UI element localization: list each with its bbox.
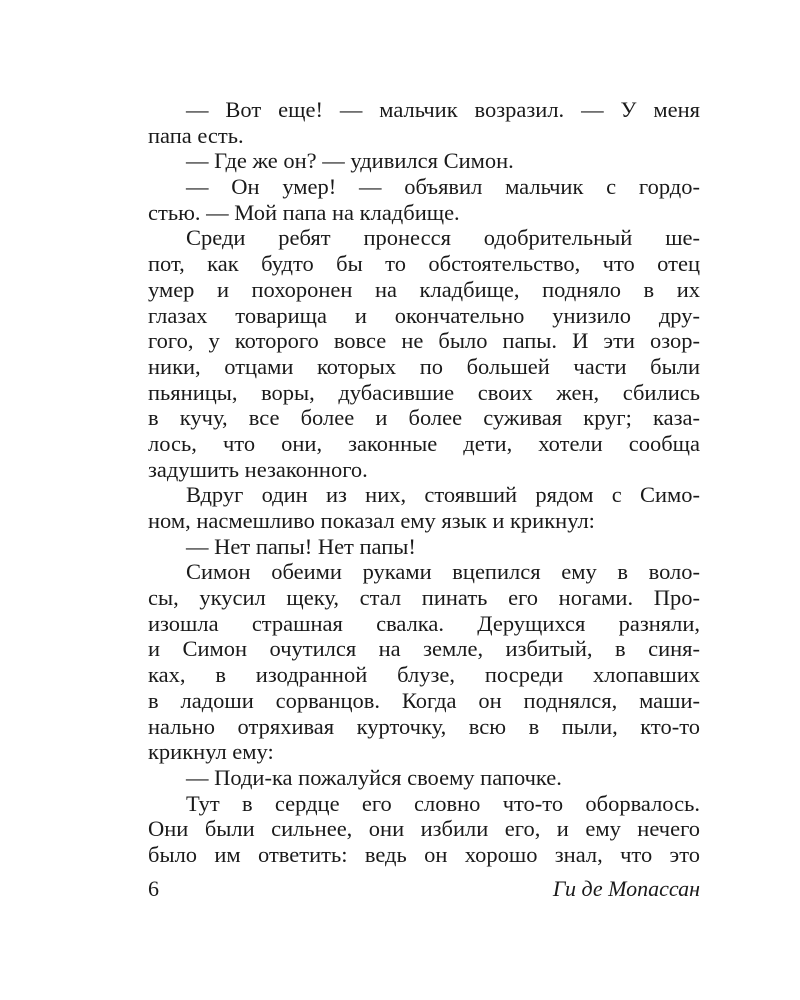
text-line: гого, у которого вовсе не было папы. И эти озор- bbox=[148, 328, 700, 354]
text-line: глазах товарища и окончательно унизило дру- bbox=[148, 302, 700, 328]
page-number: 6 bbox=[148, 876, 159, 901]
text-line: пот, как будто бы то обстоятельство, что отец bbox=[148, 251, 700, 277]
text-line: Вдруг один из них, стоявший рядом с Симо- bbox=[186, 482, 700, 508]
text-line: умер и похоронен на кладбище, подняло в их bbox=[148, 276, 700, 302]
text-line: в ладоши сорванцов. Когда он поднялся, маши- bbox=[148, 687, 700, 713]
text-line: — Вот еще! — мальчик возразил. — У меня bbox=[186, 97, 700, 122]
text-line: пьяницы, воры, дубасившие своих жен, сбились bbox=[148, 379, 700, 405]
text-line: нально отряхивая курточку, всю в пыли, кто-то bbox=[148, 713, 700, 739]
text-line: ники, отцами которых по большей части были bbox=[148, 353, 700, 379]
text-line: и Симон очутился на земле, избитый, в синя- bbox=[148, 636, 700, 662]
text-line: ном, насмешливо показал ему язык и крикнул: bbox=[148, 508, 595, 533]
text-line: стью. — Мой папа на кладбище. bbox=[148, 199, 460, 225]
text-line: Среди ребят пронесся одобрительный ше- bbox=[186, 225, 700, 251]
text-line: Тут в сердце его словно что-то оборвалось. bbox=[186, 790, 700, 816]
text-line: Симон обеими руками вцепился ему в воло- bbox=[186, 559, 700, 585]
text-line: — Поди-ка пожалуйся своему папочке. bbox=[186, 764, 562, 790]
text-line: — Где же он? — удивился Симон. bbox=[186, 148, 514, 174]
text-line: в кучу, все более и более суживая круг; каза- bbox=[148, 405, 700, 431]
text-line: сы, укусил щеку, стал пинать его ногами. Про- bbox=[148, 585, 700, 611]
text-line: — Нет папы! Нет папы! bbox=[186, 533, 416, 559]
text-line: задушить незаконного. bbox=[148, 456, 368, 482]
text-line: изошла страшная свалка. Дерущихся разняли, bbox=[148, 610, 700, 636]
text-line: Они были сильнее, они избили его, и ему нечего bbox=[148, 816, 700, 842]
text-line: ках, в изодранной блузе, посреди хлопавших bbox=[148, 662, 700, 688]
page-footer bbox=[148, 876, 700, 906]
text-line: лось, что они, законные дети, хотели сообща bbox=[148, 430, 700, 456]
text-line: было им ответить: ведь он хорошо знал, что это bbox=[148, 841, 700, 867]
text-line: — Он умер! — объявил мальчик с гордо- bbox=[186, 174, 700, 200]
text-line: крикнул ему: bbox=[148, 739, 274, 765]
running-title: Ги де Мопассан bbox=[552, 876, 700, 901]
text-line: папа есть. bbox=[148, 122, 244, 148]
body-text bbox=[148, 97, 700, 868]
